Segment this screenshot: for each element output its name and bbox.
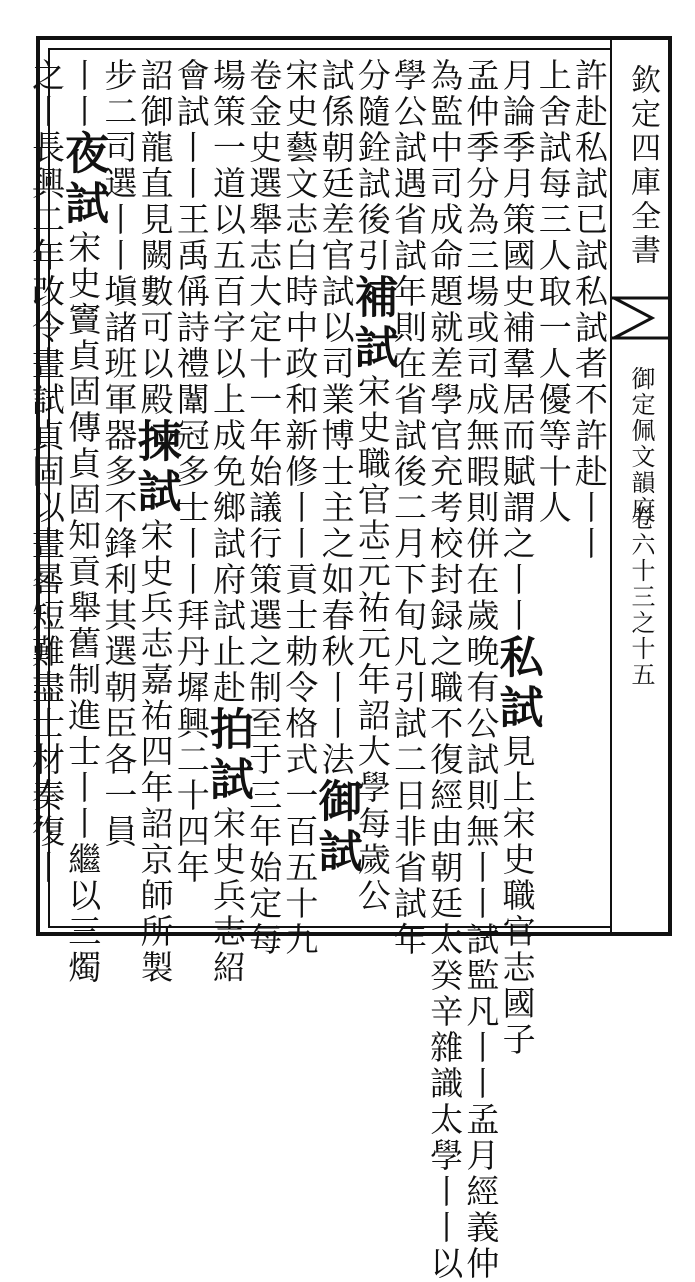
text-segment: 宋史兵志紹	[208, 806, 247, 986]
text-segment: 許赴私試已試私試者不許赴丨丨	[570, 58, 609, 562]
text-segment: 宋史藝文志白時中政和新修丨丨貢士勅令格式一百五十九	[280, 58, 320, 958]
text-segment: 監凡丨丨孟月經義仲	[461, 958, 501, 1282]
entry-heading: 私試	[491, 634, 543, 734]
text-segment: 試以司業博士主之如春秋丨丨法	[316, 274, 356, 778]
text-segment: 軍器多不鋒利其選朝臣各一員	[99, 382, 139, 850]
entry-heading: 拍試	[202, 706, 253, 806]
text-segment: 場策一道以五百字以上成免鄉試府試止赴	[208, 58, 247, 706]
text-segment: 會試丨丨王禹偁詩禮闈冠多士丨丨拜丹墀	[171, 58, 211, 706]
text-segment: 宋史兵志嘉祐四年詔京師所製	[135, 518, 175, 986]
text-segment: 學公試遇省試年則在省試後二月下旬凡引試二日非省試年	[389, 58, 428, 958]
text-column	[23, 58, 69, 928]
volume-number: 卷六十三之十五	[627, 506, 655, 688]
book-title: 欽定四庫全書	[625, 64, 660, 268]
text-segment: 長興二年改令晝試貞固以晝晷短難盡士材奏復丨	[27, 130, 66, 886]
text-segment: 分隨銓試後引	[352, 58, 392, 274]
text-segment: 為監中司成命題就差學官充考校封録之職不復經由朝廷太	[425, 58, 465, 958]
text-segment: 詔御龍直見闕數可以殿	[135, 58, 175, 418]
text-segment: 步二司選丨丨塡諸班	[99, 58, 139, 382]
fold-title: 御定佩文韻府	[627, 366, 655, 522]
entry-heading: 揀試	[129, 418, 181, 518]
entry-heading: 夜試	[57, 130, 109, 230]
text-segment: 孟仲季分為三場或司成無暇則併在歲晚有公試則無丨丨試	[461, 58, 501, 958]
entry-heading: 御試	[310, 778, 362, 878]
text-segment: 興二十四年	[171, 706, 211, 886]
text-segment: 癸辛雜識太學丨丨以	[425, 958, 465, 1282]
text-segment: 卷金史選舉志大定十一年始議行策選之制至于三年始定每	[244, 58, 284, 958]
text-segment: 上舍試每三人取一人優等十人	[533, 58, 573, 526]
text-segment: 見上宋史職官志國子	[497, 734, 537, 1058]
fishtail-mark-icon	[612, 296, 668, 340]
text-segment: 月論季月策國史補羣居而賦謂之丨丨	[497, 58, 537, 634]
banxin-margin	[612, 40, 668, 932]
entry-heading: 補試	[346, 274, 398, 374]
text-segment: 試係朝廷差官	[316, 58, 356, 274]
text-segment: 宋史職官志元祐元年詔大學每歲公	[352, 374, 392, 914]
text-segment: 丨丨	[63, 58, 103, 130]
text-segment: 之丨	[27, 58, 66, 130]
text-segment: 宋史竇貞固傳貞固知貢舉舊制進士丨丨繼以三燭	[63, 230, 103, 986]
